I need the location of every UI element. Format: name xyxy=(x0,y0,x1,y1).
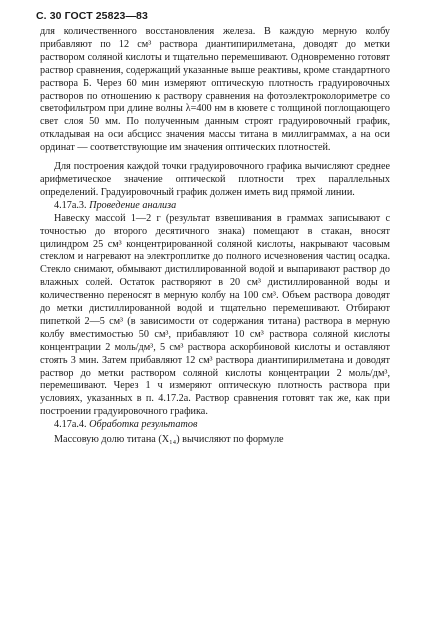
paragraph-procedure: Навеску массой 1—2 г (результат взвешивания в граммах записывают с точностью до второго десятичного знака) помещают в стакан, вносят цилиндром 25 см³ концентрированной соляной кислоты, накрывают часовым стеклом и нагревают на электроплитке до полного исчезновения частиц осадка. Стекло снимают, обмывают дистиллированной водой и выпаривают раствор до влажных солей. Остаток растворяют в 20 см³ дистиллированной воды и количественно переносят в мерную колбу на 100 см³. Объем раствора доводят до метки дистиллированной водой и тщательно перемешивают. Отбирают пипеткой 2—5 см³ (в зависимости от содержания титана) раствора в мерную колбу вместимостью 50 см³, прибавляют 10 см³ раствора соляной кислоты концентрации 2 моль/дм³, 5 см³ раствора аскорбиновой кислоты и оставляют стоять 3 мин. Затем прибавляют 12 см³ раствора диантипирилметана и доводят раствор до метки раствором соляной кислоты концентрации 2 моль/дм³, перемешивают. Через 1 ч измеряют оптическую плотность раствора при условиях, указанных в п. 4.17.2а. Раствор сравнения готовят так же, как при построении градуировочного графика. xyxy=(40,212,390,418)
document-body xyxy=(40,26,390,447)
paragraph-calibration: для количественного восстановления железа. В каждую мерную колбу прибавляют по 12 см³ раствора диантипирилметана, доводят до метки раствором соляной кислоты и тщательно перемешивают. Одновременно готовят раствор сравнения, содержащий указанные выше реактивы, кроме стандартного раствора Б. Через 60 мин измеряют оптическую плотность градуировочных растворов по отношению к раствору сравнения на фотоэлектроколориметре со светофильтром при длине волны λ=400 нм в кювете с толщиной поглощающего свет слоя 50 мм. По полученным данным строят градуировочный график, откладывая на оси абсцисс значения массы титана в миллиграммах, а на оси ординат — соответствующие им значения оптических плотностей. xyxy=(40,26,390,154)
section-number: 4.17а.4. xyxy=(54,419,87,431)
paragraph-graph-points: Для построения каждой точки градуировочного графика вычисляют среднее арифметическое значение оптической плотности трех параллельных определений. Градуировочный график должен иметь вид прямой линии. xyxy=(40,161,390,198)
section-title: Проведение анализа xyxy=(89,199,177,211)
page-header: С. 30 ГОСТ 25823—83 xyxy=(36,10,148,22)
section-number: 4.17а.3. xyxy=(54,199,87,211)
paragraph-formula-intro: Массовую долю титана (X₁₄) вычисляют по формуле xyxy=(54,434,284,446)
section-heading-analysis xyxy=(40,200,390,213)
section-title: Обработка результатов xyxy=(89,419,198,431)
section-heading-results xyxy=(40,419,390,432)
